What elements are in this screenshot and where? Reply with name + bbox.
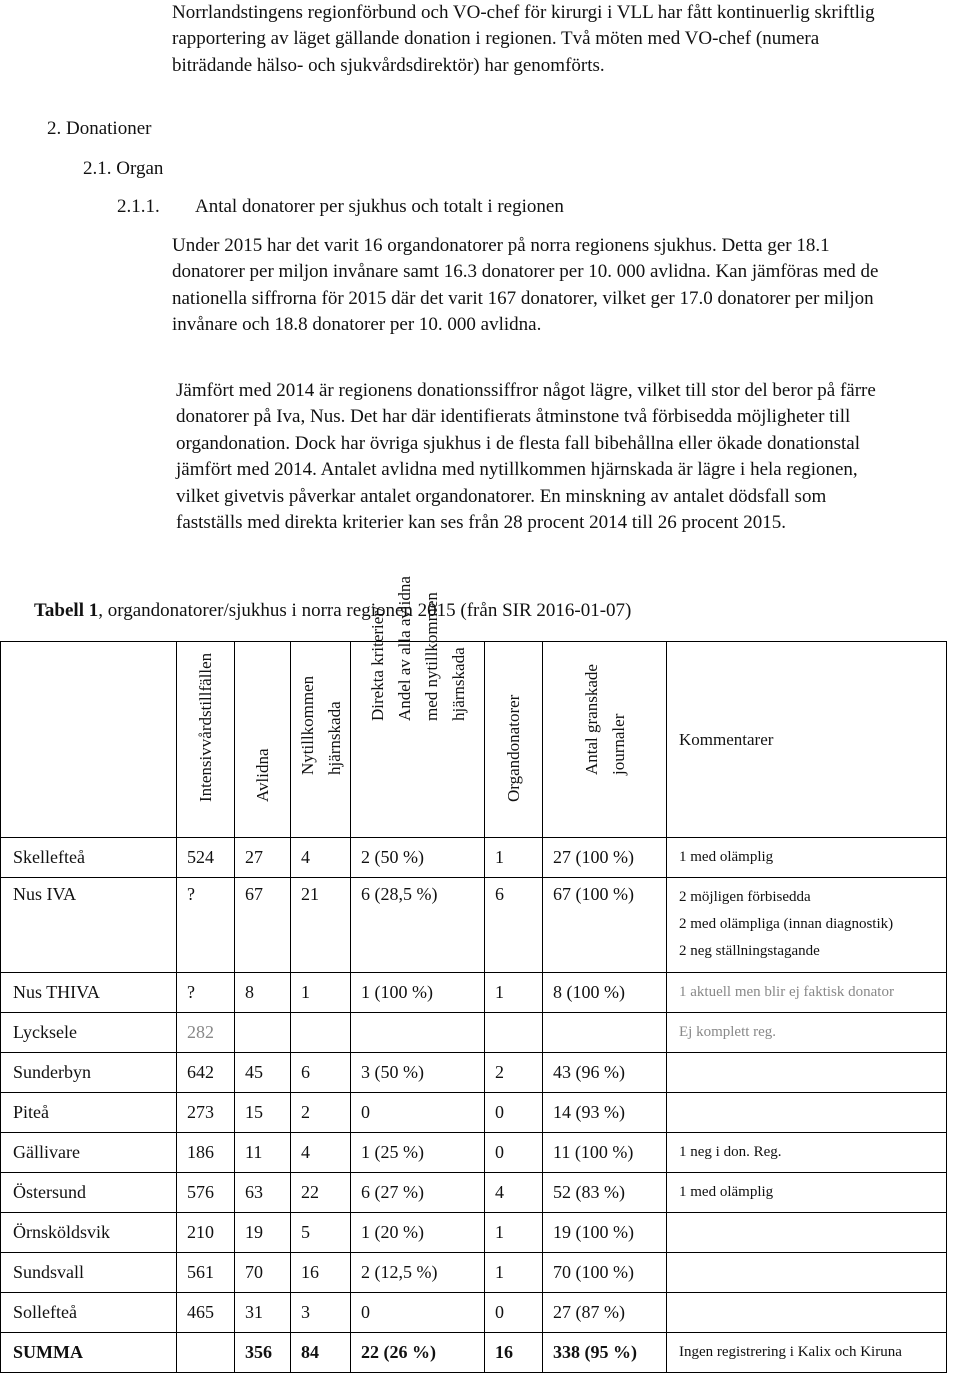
cell-avlidna: 70 — [235, 1253, 291, 1293]
cell-direkta: 1 (25 %) — [351, 1133, 485, 1173]
cell-ivt: 524 — [177, 838, 235, 878]
heading-antal-donatorer — [117, 196, 564, 218]
table-caption-text: , organdonatorer/sjukhus i norra regionen 2015 (från SIR 2016-01-07) — [98, 600, 632, 621]
cell-comment — [667, 1173, 947, 1213]
table-caption-label: Tabell 1 — [34, 600, 99, 621]
cell-comment — [667, 1013, 947, 1053]
cell-avlidna: 8 — [235, 973, 291, 1013]
cell-avlidna: 27 — [235, 838, 291, 878]
row-label: Nus IVA — [1, 878, 177, 973]
table-row — [1, 973, 947, 1013]
cell-avlidna: 11 — [235, 1133, 291, 1173]
table-row — [1, 838, 947, 878]
cell-avlidna: 63 — [235, 1173, 291, 1213]
cell-direkta: 0 — [351, 1293, 485, 1333]
table-row — [1, 1253, 947, 1293]
row-label: Sundsvall — [1, 1253, 177, 1293]
table-body — [1, 838, 947, 1373]
cell-journaler: 19 (100 %) — [543, 1213, 667, 1253]
header-organdonatorer-label: Organdonatorer — [504, 694, 523, 802]
cell-nyt: 3 — [291, 1293, 351, 1333]
comment-line: Ingen registrering i Kalix och Kiruna — [679, 1344, 902, 1360]
cell-ivt: 465 — [177, 1293, 235, 1333]
cell-org: 1 — [485, 973, 543, 1013]
cell-comment — [667, 1213, 947, 1253]
row-label: Örnsköldsvik — [1, 1213, 177, 1253]
table-header-row — [1, 642, 947, 838]
cell-nyt: 2 — [291, 1093, 351, 1133]
cell-journaler: 70 (100 %) — [543, 1253, 667, 1293]
cell-journaler: 27 (100 %) — [543, 838, 667, 878]
heading-organ: 2.1. Organ — [83, 158, 164, 179]
row-label: Gällivare — [1, 1133, 177, 1173]
cell-ivt: 186 — [177, 1133, 235, 1173]
cell-comment — [667, 1333, 947, 1373]
cell-org: 6 — [485, 878, 543, 973]
header-intensivvardstillfallen — [177, 642, 235, 838]
row-label: Östersund — [1, 1173, 177, 1213]
cell-org: 0 — [485, 1293, 543, 1333]
header-antal-granskade-journaler-label: Antal granskade journaler — [581, 664, 628, 775]
cell-org: 0 — [485, 1093, 543, 1133]
table-row — [1, 878, 947, 973]
cell-avlidna: 19 — [235, 1213, 291, 1253]
cell-org: 2 — [485, 1053, 543, 1093]
cell-avlidna: 356 — [235, 1333, 291, 1373]
row-label: Piteå — [1, 1093, 177, 1133]
cell-direkta: 22 (26 %) — [351, 1333, 485, 1373]
cell-direkta: 6 (28,5 %) — [351, 878, 485, 973]
cell-org: 1 — [485, 1213, 543, 1253]
header-kommentarer: Kommentarer — [667, 642, 947, 838]
paragraph-jamfort-2014: Jämfört med 2014 är regionens donationssiffror något lägre, vilket till stor del beror på färre donatorer på Iva, Nus. Det har där identifierats åtminstone två förbisedda möjligheter till organdonation. Dock har övriga sjukhus i de flesta fall bibehållna eller ökade donationstal jämfört med 2014. Antalet avlidna med nytillkommen hjärnskada är lägre i hela regionen, vilket givetvis påverkar antalet organdonatorer. En minskning av antalet dödsfall som fastställs med direkta kriterier kan ses från 28 procent 2014 till 26 procent 2015. — [176, 380, 876, 534]
cell-nyt: 4 — [291, 838, 351, 878]
cell-ivt: 273 — [177, 1093, 235, 1133]
cell-ivt: ? — [177, 973, 235, 1013]
header-avlidna — [235, 642, 291, 838]
table-row — [1, 1093, 947, 1133]
cell-nyt: 6 — [291, 1053, 351, 1093]
cell-journaler: 8 (100 %) — [543, 973, 667, 1013]
cell-nyt: 16 — [291, 1253, 351, 1293]
cell-direkta: 6 (27 %) — [351, 1173, 485, 1213]
cell-nyt: 21 — [291, 878, 351, 973]
cell-avlidna: 15 — [235, 1093, 291, 1133]
table-row — [1, 1213, 947, 1253]
header-nytillkommen-hjarnskada — [291, 642, 351, 838]
table-row — [1, 1013, 947, 1053]
header-organdonatorer — [485, 642, 543, 838]
cell-nyt: 5 — [291, 1213, 351, 1253]
cell-comment — [667, 878, 947, 973]
table-row — [1, 1333, 947, 1373]
table-row — [1, 1133, 947, 1173]
cell-comment — [667, 1293, 947, 1333]
cell-org: 1 — [485, 838, 543, 878]
heading-title: Antal donatorer per sjukhus och totalt i regionen — [195, 196, 564, 217]
cell-journaler: 67 (100 %) — [543, 878, 667, 973]
row-label: Skellefteå — [1, 838, 177, 878]
cell-ivt — [177, 1333, 235, 1373]
comment-line: 1 med olämplig — [679, 1184, 774, 1200]
header-nytillkommen-hjarnskada-label: Nytillkommen hjärnskada — [297, 675, 344, 775]
cell-avlidna: 31 — [235, 1293, 291, 1333]
cell-ivt: 210 — [177, 1213, 235, 1253]
cell-avlidna: 67 — [235, 878, 291, 973]
comment-line: 2 med olämpliga (innan diagnostik) — [679, 916, 894, 932]
cell-avlidna — [235, 1013, 291, 1053]
cell-direkta: 1 (100 %) — [351, 973, 485, 1013]
table-row — [1, 1173, 947, 1213]
intro-paragraph: Norrlandstingens regionförbund och VO-chef för kirurgi i VLL har fått kontinuerlig skriftlig rapportering av läget gällande donation i regionen. Två möten med VO-chef (numera biträdande hälso- och sjukvårdsdirektör) har genomförts. — [172, 2, 875, 76]
cell-journaler — [543, 1013, 667, 1053]
row-label: Nus THIVA — [1, 973, 177, 1013]
cell-org — [485, 1013, 543, 1053]
row-label: SUMMA — [1, 1333, 177, 1373]
cell-org: 0 — [485, 1133, 543, 1173]
cell-journaler: 52 (83 %) — [543, 1173, 667, 1213]
cell-nyt: 84 — [291, 1333, 351, 1373]
comment-line: 1 neg i don. Reg. — [679, 1144, 782, 1160]
paragraph-donatorer-2015: Under 2015 har det varit 16 organdonatorer på norra regionens sjukhus. Detta ger 18.1 donatorer per miljon invånare samt 16.3 donatorer per 10. 000 avlidna. Kan jämföras med de nationella siffrorna för 2015 där det varit 167 donatorer, vilket ger 17.0 donatorer per miljon invånare och 18.8 donatorer per 10. 000 avlidna. — [172, 235, 879, 336]
header-direkta-kriterier-label: Direkta kriterier/ Andel av alla avlidna med nytillkommen hjärnskada — [367, 576, 468, 721]
cell-journaler: 43 (96 %) — [543, 1053, 667, 1093]
comment-line: 2 möjligen förbisedda — [679, 889, 811, 905]
comment-line: 1 aktuell men blir ej faktisk donator — [679, 984, 894, 1000]
cell-org: 1 — [485, 1253, 543, 1293]
cell-nyt — [291, 1013, 351, 1053]
cell-direkta: 1 (20 %) — [351, 1213, 485, 1253]
cell-journaler: 27 (87 %) — [543, 1293, 667, 1333]
cell-direkta: 3 (50 %) — [351, 1053, 485, 1093]
row-label: Lycksele — [1, 1013, 177, 1053]
comment-line: Ej komplett reg. — [679, 1024, 777, 1040]
cell-journaler: 11 (100 %) — [543, 1133, 667, 1173]
cell-comment — [667, 973, 947, 1013]
cell-nyt: 22 — [291, 1173, 351, 1213]
cell-direkta — [351, 1013, 485, 1053]
header-blank — [1, 642, 177, 838]
cell-journaler: 14 (93 %) — [543, 1093, 667, 1133]
cell-org: 16 — [485, 1333, 543, 1373]
cell-direkta: 0 — [351, 1093, 485, 1133]
heading-donationer: 2. Donationer — [47, 118, 152, 139]
heading-number: 2.1.1. — [117, 196, 160, 217]
table-row — [1, 1293, 947, 1333]
cell-comment — [667, 1133, 947, 1173]
cell-ivt: 576 — [177, 1173, 235, 1213]
comment-line: 1 med olämplig — [679, 849, 774, 865]
table-caption — [34, 600, 631, 622]
cell-ivt: 642 — [177, 1053, 235, 1093]
table-row — [1, 1053, 947, 1093]
cell-journaler: 338 (95 %) — [543, 1333, 667, 1373]
header-antal-granskade-journaler — [543, 642, 667, 838]
header-avlidna-label: Avlidna — [253, 748, 272, 802]
cell-nyt: 1 — [291, 973, 351, 1013]
cell-avlidna: 45 — [235, 1053, 291, 1093]
cell-comment — [667, 1053, 947, 1093]
cell-ivt: ? — [177, 878, 235, 973]
row-label: Sollefteå — [1, 1293, 177, 1333]
row-label: Sunderbyn — [1, 1053, 177, 1093]
cell-comment — [667, 1253, 947, 1293]
header-intensivvardstillfallen-label: Intensivvårdstillfällen — [196, 652, 215, 802]
cell-ivt: 561 — [177, 1253, 235, 1293]
cell-comment — [667, 838, 947, 878]
cell-org: 4 — [485, 1173, 543, 1213]
cell-ivt: 282 — [177, 1013, 235, 1053]
header-direkta-kriterier — [351, 576, 485, 838]
cell-direkta: 2 (12,5 %) — [351, 1253, 485, 1293]
cell-nyt: 4 — [291, 1133, 351, 1173]
cell-direkta: 2 (50 %) — [351, 838, 485, 878]
cell-comment — [667, 1093, 947, 1133]
comment-line: 2 neg ställningstagande — [679, 943, 820, 959]
